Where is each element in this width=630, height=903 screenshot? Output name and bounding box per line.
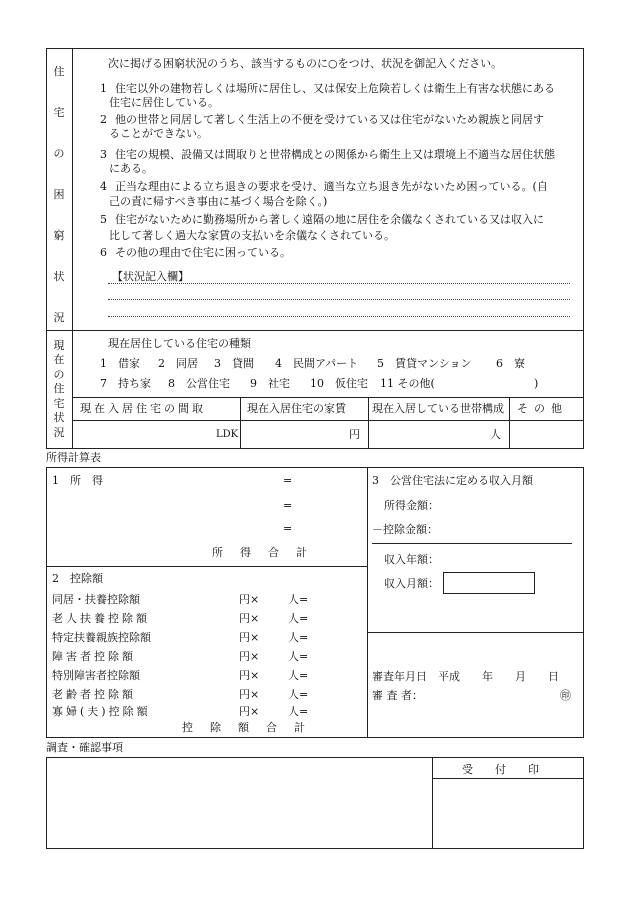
- hardship-item-num: 5: [100, 213, 107, 226]
- survey-notes-area[interactable]: [47, 758, 431, 848]
- minus-deduction-label: －控除金額：: [372, 523, 438, 536]
- subtraction-line: [372, 543, 572, 544]
- deduction-name: 老齢者控除額: [52, 688, 136, 701]
- sub-table-mid: [72, 420, 584, 421]
- hardship-item-text: 正当な理由による立ち退きの要求を受け、適当な立ち退き先がないため困っている。(自: [115, 180, 548, 193]
- sub-table-col: [240, 397, 241, 449]
- hardship-item-num: 1: [100, 82, 107, 95]
- annual-income-label: 収入年額：: [384, 553, 439, 566]
- sub-table-col: [509, 397, 510, 449]
- housing-kind-option[interactable]: 8 公営住宅: [168, 377, 230, 390]
- col-header-household: 現在入居している世帯構成: [372, 402, 504, 415]
- review-divider: [367, 632, 584, 633]
- housing-kind-option[interactable]: 4 民間アパート: [275, 357, 359, 370]
- deduction-name: 老人扶養控除額: [52, 612, 150, 625]
- hardship-item-text: 住宅に居住している。: [109, 96, 219, 109]
- deduction-people: 人=: [288, 705, 309, 718]
- housing-kind-option[interactable]: 3 貸間: [214, 357, 254, 370]
- housing-kind-option[interactable]: 1 借家: [100, 357, 140, 370]
- income-equals: =: [283, 522, 293, 535]
- review-date-label: 審査年月日 平成 年 月 日: [372, 670, 559, 683]
- unit-ldk: LDK: [216, 429, 239, 440]
- col-header-rent: 現在入居住宅の家賃: [247, 402, 346, 415]
- hardship-item-text: 住宅がないために勤務場所から著しく遠隔の地に居住を余儀なくされている又は収入に: [115, 213, 544, 226]
- hardship-item-text: その他の理由で住宅に困っている。: [115, 246, 291, 259]
- deduction-name: 同居・扶養控除額: [52, 593, 140, 606]
- deduction-yen: 円×: [239, 650, 260, 663]
- hardship-item-num: 6: [100, 246, 107, 259]
- deduction-name: 寡婦(夫)控除額: [52, 705, 151, 718]
- reviewer-label: 審 査 者：: [372, 689, 423, 702]
- housing-kind-option[interactable]: 2 同居: [158, 357, 198, 370]
- income-total-label: 所 得 合 計: [212, 546, 310, 559]
- deduction-yen: 円×: [239, 593, 260, 606]
- deduction-yen: 円×: [239, 705, 260, 718]
- hardship-item-text: 住宅以外の建物若しくは場所に居住し、又は保安上危険若しくは衛生上有害な状態にある: [115, 82, 555, 95]
- deduction-people: 人=: [288, 612, 309, 625]
- situation-entry-line[interactable]: [108, 283, 570, 284]
- survey-title: 調査・確認事項: [46, 741, 123, 754]
- income-amount-label: 所得金額：: [384, 499, 439, 512]
- receipt-stamp-area[interactable]: [433, 779, 583, 848]
- deduction-label: 2 控除額: [52, 572, 103, 585]
- situation-entry-line[interactable]: [108, 299, 570, 300]
- income-equals: =: [283, 499, 293, 512]
- receipt-stamp-label: 受 付 印: [462, 763, 539, 776]
- monthly-income-title: 3 公営住宅法に定める収入月額: [372, 474, 533, 487]
- income-deduction-divider: [46, 566, 367, 567]
- deduction-people: 人=: [288, 669, 309, 682]
- sub-table-col: [368, 397, 369, 449]
- deduction-yen: 円×: [239, 631, 260, 644]
- deduction-name: 特別障害者控除額: [52, 669, 140, 682]
- deduction-yen: 円×: [239, 669, 260, 682]
- deduction-total-label: 控 除 額 合 計: [182, 721, 308, 734]
- monthly-income-label: 収入月額：: [384, 577, 439, 590]
- income-calc-col-divider: [367, 467, 368, 738]
- deduction-yen: 円×: [239, 688, 260, 701]
- seal-mark: ㊞: [560, 689, 571, 702]
- situation-entry-label: 【状況記入欄】: [112, 270, 189, 283]
- unit-people: 人: [490, 428, 501, 441]
- side-label-divider: [72, 48, 73, 449]
- housing-kind-option[interactable]: 7 持ち家: [100, 377, 151, 390]
- deduction-name: 障害者控除額: [52, 650, 136, 663]
- deduction-people: 人=: [288, 650, 309, 663]
- housing-kinds-title: 現在居住している住宅の種類: [108, 337, 251, 350]
- situation-entry-line[interactable]: [108, 316, 570, 317]
- col-header-layout: 現在入居住宅の間取: [80, 402, 206, 415]
- housing-kind-option[interactable]: 9 社宅: [250, 377, 290, 390]
- hardship-item-num: 3: [100, 148, 107, 161]
- deduction-people: 人=: [288, 593, 309, 606]
- hardship-item-text: 住宅の規模、設備又は間取りと世帯構成との関係から衛生上又は環境上不適当な居住状態: [115, 148, 555, 161]
- income-label: 1 所 得: [52, 474, 103, 487]
- hardship-item-num: 4: [100, 180, 107, 193]
- housing-kind-other-close: ): [534, 377, 539, 390]
- hardship-item-num: 2: [100, 113, 107, 126]
- hardship-item-text: ることができない。: [109, 127, 208, 140]
- deduction-people: 人=: [288, 688, 309, 701]
- hardship-intro: 次に掲げる困窮状況のうち、該当するものに○をつけ、状況を御記入ください。: [108, 57, 503, 70]
- deduction-name: 特定扶養親族控除額: [52, 631, 151, 644]
- monthly-income-field[interactable]: [443, 572, 535, 594]
- hardship-item-text: 己の責に帰すべき事由に基づく場合を除く。): [109, 195, 328, 208]
- income-calc-title: 所得計算表: [46, 451, 101, 464]
- housing-kind-option[interactable]: 11 その他(: [380, 377, 435, 390]
- housing-kind-option[interactable]: 6 寮: [496, 357, 525, 370]
- hardship-item-text: にある。: [109, 162, 153, 175]
- hardship-item-text: 比して著しく過大な家賃の支払いを余儀なくされている。: [109, 229, 395, 242]
- section-divider: [46, 330, 584, 331]
- hardship-item-text: 他の世帯と同居して著しく生活上の不便を受けている又は住宅がないため親族と同居す: [115, 113, 544, 126]
- housing-kind-option[interactable]: 5 賃貸マンション: [377, 357, 472, 370]
- unit-yen: 円: [349, 428, 360, 441]
- sub-table-top: [72, 397, 584, 398]
- income-equals: =: [283, 474, 293, 487]
- deduction-yen: 円×: [239, 612, 260, 625]
- deduction-people: 人=: [288, 631, 309, 644]
- col-header-other: その他: [517, 402, 568, 415]
- housing-kind-option[interactable]: 10 仮住宅: [310, 377, 368, 390]
